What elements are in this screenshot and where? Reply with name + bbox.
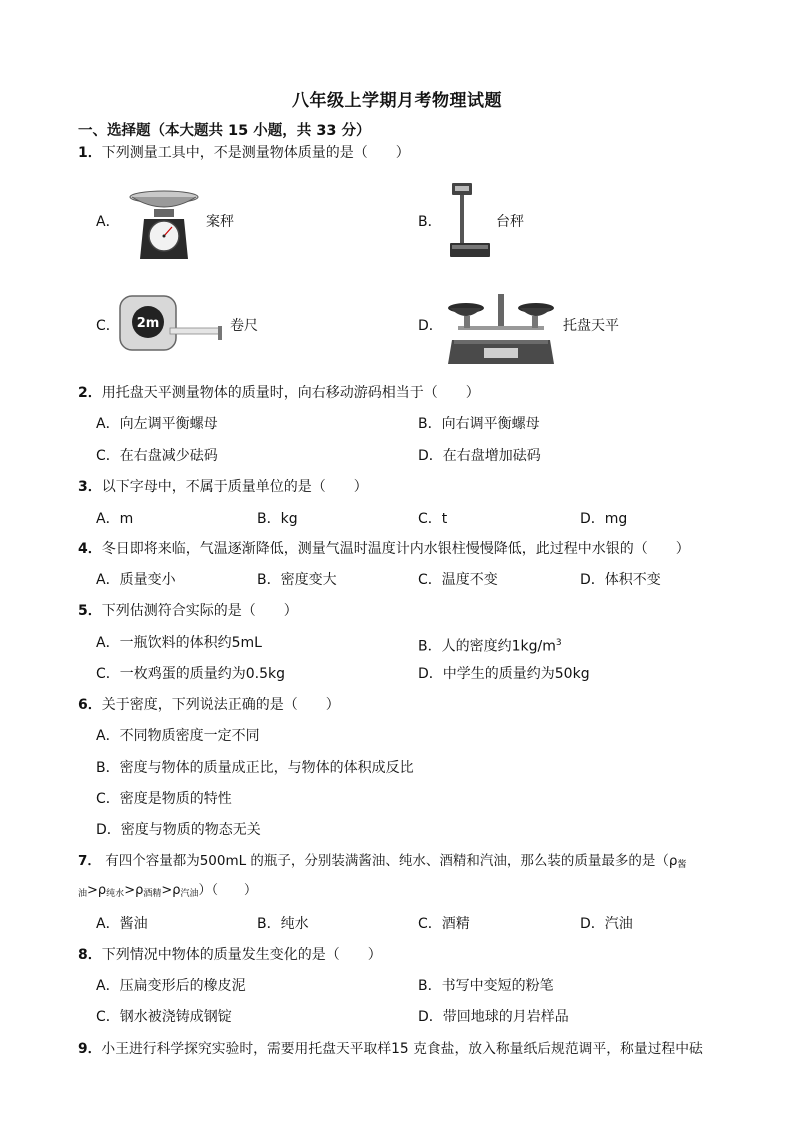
relation: >ρ — [124, 883, 144, 898]
question-number: 6． — [78, 697, 102, 713]
relation: >ρ — [87, 883, 107, 898]
subscript: 汽油 — [180, 889, 199, 899]
option-d: D．mg — [580, 511, 628, 527]
subscript: 油 — [78, 889, 88, 899]
answer-bracket: ）（ ） — [198, 883, 258, 898]
question-number: 8． — [78, 947, 102, 963]
question-stem: 下列估测符合实际的是（ ） — [101, 603, 298, 619]
question-number: 2． — [78, 385, 102, 401]
option-a: A．向左调平衡螺母 — [96, 416, 218, 432]
question-stem: 下列情况中物体的质量发生变化的是（ ） — [101, 947, 382, 963]
option-b-text: B．人的密度约1kg/m — [418, 638, 556, 655]
platform-scale-image — [446, 181, 492, 265]
relation: >ρ — [161, 883, 181, 898]
option-c-label: C． — [96, 318, 120, 334]
question-8 — [78, 945, 382, 965]
option-a-label: A． — [96, 214, 120, 230]
option-a: A．m — [96, 511, 134, 527]
question-4 — [78, 539, 690, 559]
option-c: C．t — [418, 511, 448, 527]
question-7 — [78, 851, 687, 875]
option-a: A．压扁变形后的橡皮泥 — [96, 978, 246, 994]
tape-measure-mark: 2m — [136, 316, 160, 331]
question-5 — [78, 601, 298, 621]
question-number: 9． — [78, 1041, 102, 1057]
question-stem: 下列测量工具中，不是测量物体质量的是（ ） — [101, 145, 410, 161]
option-a: A．质量变小 — [96, 572, 176, 588]
option-d: D．汽油 — [580, 916, 633, 932]
option-c: C．钢水被浇铸成钢锭 — [96, 1009, 232, 1025]
option-d: D．在右盘增加砝码 — [418, 448, 541, 464]
question-stem: 以下字母中，不属于质量单位的是（ ） — [101, 479, 368, 495]
question-1 — [78, 143, 410, 163]
option-b: B．密度变大 — [257, 572, 337, 588]
option-d: D．带回地球的月岩样品 — [418, 1009, 569, 1025]
question-6 — [78, 695, 340, 715]
question-number: 3． — [78, 479, 102, 495]
option-a: A．不同物质密度一定不同 — [96, 728, 260, 744]
question-number: 1． — [78, 145, 102, 161]
subscript: 酱 — [677, 860, 687, 870]
question-9 — [78, 1039, 703, 1059]
question-stem: 冬日即将来临，气温逐渐降低，测量气温时温度计内水银柱慢慢降低，此过程中水银的（ ） — [101, 541, 690, 557]
option-d: D．中学生的质量约为50kg — [418, 666, 590, 682]
question-7-continued — [78, 881, 257, 904]
page-title: 八年级上学期月考物理试题 — [292, 91, 502, 111]
subscript: 纯水 — [106, 889, 125, 899]
option-a: A．一瓶饮料的体积约5mL — [96, 635, 262, 651]
option-c: C．酒精 — [418, 916, 470, 932]
option-b: B．向右调平衡螺母 — [418, 416, 540, 432]
option-b-text: 台秤 — [496, 214, 524, 230]
option-d-text: 托盘天平 — [563, 318, 619, 334]
option-d: D．密度与物质的物态无关 — [96, 822, 261, 838]
superscript: 3 — [555, 638, 562, 648]
question-3 — [78, 477, 368, 497]
balance-image — [444, 290, 558, 372]
kitchen-scale-image — [124, 189, 202, 267]
question-stem: 关于密度，下列说法正确的是（ ） — [101, 697, 340, 713]
question-stem: 有四个容量都为500mL 的瓶子，分别装满酱油、纯水、酒精和汽油，那么装的质量最多的是（ρ — [100, 853, 678, 869]
section-heading: 一、选择题（本大题共 15 小题，共 33 分） — [78, 123, 371, 139]
option-c: C．密度是物质的特性 — [96, 791, 232, 807]
option-a: A．酱油 — [96, 916, 148, 932]
question-number: 7． — [78, 853, 101, 869]
option-b-label: B． — [418, 214, 442, 230]
option-b: B．纯水 — [257, 916, 309, 932]
option-c: C．温度不变 — [418, 572, 498, 588]
subscript: 酒精 — [143, 889, 162, 899]
option-b: B．密度与物体的质量成正比，与物体的体积成反比 — [96, 760, 414, 776]
tape-measure-image — [118, 292, 226, 362]
option-c: C．在右盘减少砝码 — [96, 448, 218, 464]
option-c-text: 卷尺 — [230, 318, 258, 334]
question-number: 5． — [78, 603, 102, 619]
option-b: B．书写中变短的粉笔 — [418, 978, 554, 994]
question-stem: 小王进行科学探究实验时，需要用托盘天平取样15 克食盐，放入称量纸后规范调平，称量过程中砝 — [101, 1041, 703, 1057]
option-b: B．kg — [257, 511, 298, 527]
question-stem: 用托盘天平测量物体的质量时，向右移动游码相当于（ ） — [101, 385, 480, 401]
option-c: C．一枚鸡蛋的质量约为0.5kg — [96, 666, 286, 682]
option-b — [418, 633, 562, 657]
option-d-label: D． — [418, 318, 443, 334]
question-2 — [78, 383, 480, 403]
question-number: 4． — [78, 541, 102, 557]
option-d: D．体积不变 — [580, 572, 661, 588]
option-a-text: 案秤 — [206, 214, 234, 230]
